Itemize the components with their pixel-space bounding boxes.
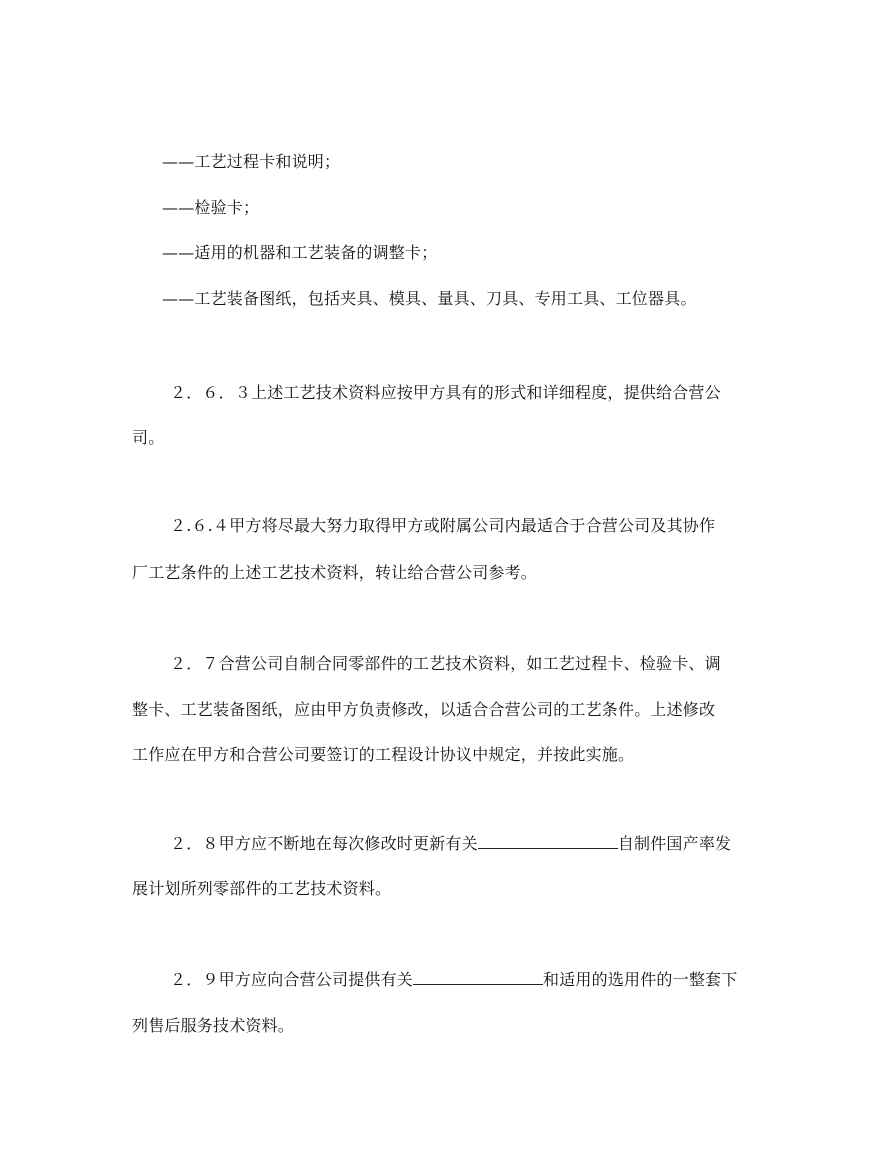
paragraph-2-8-line-1 <box>170 834 731 854</box>
paragraph-2-6-4-line-2: 厂工艺条件的上述工艺技术资料，转让给合营公司参考。 <box>132 563 538 582</box>
paragraph-2-7-line-1: ２．７合营公司自制合同零部件的工艺技术资料，如工艺过程卡、检验卡、调 <box>170 654 721 673</box>
paragraph-2-9-line-2: 列售后服务技术资料。 <box>132 1016 295 1035</box>
paragraph-2-9-text-before-blank: ２．９甲方应向合营公司提供有关 <box>170 970 414 989</box>
paragraph-2-7-line-2: 整卡、工艺装备图纸，应由甲方负责修改，以适合合营公司的工艺条件。上述修改 <box>132 700 716 719</box>
paragraph-2-6-3-line-2: 司。 <box>132 428 165 447</box>
list-item-tooling-drawings: ——工艺装备图纸，包括夹具、模具、量具、刀具、专用工具、工位器具。 <box>162 289 697 308</box>
paragraph-2-7-line-3: 工作应在甲方和合营公司要签订的工程设计协议中规定，并按此实施。 <box>132 745 635 764</box>
paragraph-2-9-text-after-blank: 和适用的选用件的一整套下 <box>543 970 738 989</box>
paragraph-2-8-text-after-blank: 自制件国产率发 <box>617 834 732 853</box>
list-item-adjustment-card: ——适用的机器和工艺装备的调整卡； <box>162 243 438 262</box>
list-item-inspection-card: ——检验卡； <box>162 198 260 217</box>
list-item-process-card: ——工艺过程卡和说明； <box>162 152 341 171</box>
paragraph-2-6-4-line-1: ２.６.４甲方将尽最大努力取得甲方或附属公司内最适合于合营公司及其协作 <box>170 516 716 535</box>
paragraph-2-6-3-line-1: ２．６．３上述工艺技术资料应按甲方具有的形式和详细程度，提供给合营公 <box>170 383 721 402</box>
fill-in-blank <box>478 834 618 849</box>
fill-in-blank <box>413 970 543 985</box>
paragraph-2-8-line-2: 展计划所列零部件的工艺技术资料。 <box>132 879 392 898</box>
paragraph-2-9-line-1 <box>170 970 737 990</box>
paragraph-2-8-text-before-blank: ２．８甲方应不断地在每次修改时更新有关 <box>170 834 478 853</box>
